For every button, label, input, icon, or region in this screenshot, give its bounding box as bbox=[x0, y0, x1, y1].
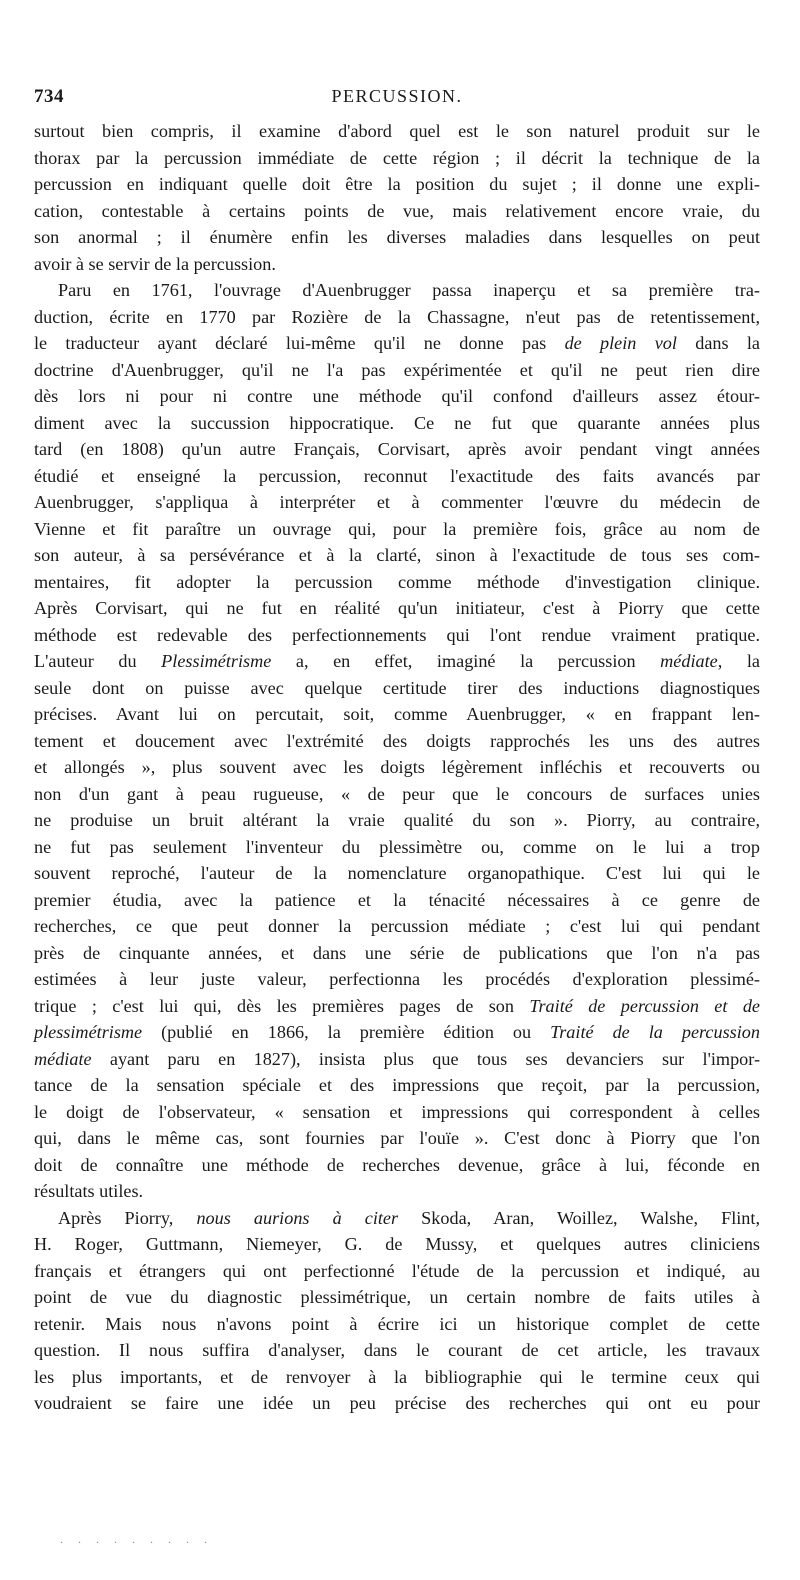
text-line bbox=[34, 436, 760, 463]
text-line bbox=[34, 834, 760, 861]
text-line bbox=[34, 887, 760, 914]
text-segment: son auteur, à sa persévérance et à la clarté, sinon à l'exactitude de tous ses com- bbox=[34, 545, 760, 565]
text-line bbox=[34, 1152, 760, 1179]
text-segment: étudié et enseigné la percussion, reconnut l'exactitude des faits avancés par bbox=[34, 465, 760, 486]
text-segment: diment avec la succussion hippocratique. Ce ne fut que quarante années plus bbox=[34, 412, 760, 433]
text-line bbox=[34, 754, 760, 781]
text-segment: souvent reproché, l'auteur de la nomenclature organopathique. C'est lui qui le bbox=[34, 863, 760, 883]
text-line bbox=[34, 807, 760, 834]
text-segment: question. Il nous suffira d'analyser, dans le courant de cet article, les travaux bbox=[34, 1340, 760, 1360]
text-segment: duction, écrite en 1770 par Rozière de la Chassagne, n'eut pas de retentissement, bbox=[34, 306, 760, 327]
italic-text: médiate bbox=[34, 1048, 92, 1069]
text-line bbox=[34, 1231, 760, 1258]
text-line bbox=[34, 648, 760, 675]
text-line bbox=[34, 1072, 760, 1099]
text-segment: tance de la sensation spéciale et des impressions que reçoit, par la percussion, bbox=[34, 1075, 760, 1095]
text-segment: (publié en 1866, la première édition ou bbox=[142, 1022, 551, 1042]
text-segment: Vienne et fit paraître un ouvrage qui, pour la première fois, grâce au nom de bbox=[34, 518, 760, 539]
text-line bbox=[34, 1046, 760, 1073]
text-segment: Auenbrugger, s'appliqua à interpréter et à commenter l'œuvre du médecin de bbox=[34, 492, 760, 512]
text-segment: tement et doucement avec l'extrémité des doigts rapprochés les uns des autres bbox=[34, 730, 760, 751]
running-head bbox=[34, 86, 760, 114]
text-segment: ayant paru en 1827), insista plus que tous ses devanciers sur l'impor- bbox=[91, 1048, 760, 1069]
text-segment: premier étudia, avec la patience et la ténacité nécessaires à ce genre de bbox=[34, 889, 760, 910]
text-line bbox=[34, 595, 760, 622]
text-segment: cation, contestable à certains points de vue, mais relativement encore vraie, du bbox=[34, 200, 760, 221]
text-line bbox=[34, 1125, 760, 1152]
italic-text: plessimétrisme bbox=[34, 1022, 143, 1042]
text-line bbox=[34, 1099, 760, 1126]
text-segment: qui, dans le même cas, sont fournies par l'ouïe ». C'est donc à Piorry que l'on bbox=[34, 1128, 760, 1148]
text-segment: Après Piorry, bbox=[58, 1207, 197, 1228]
text-segment: doit de connaître une méthode de recherches devenue, grâce à lui, féconde en bbox=[34, 1154, 760, 1175]
text-segment: méthode est redevable des perfectionnements qui l'ont rendue vraiment pratique. bbox=[34, 624, 760, 645]
text-line bbox=[34, 516, 760, 543]
text-line bbox=[34, 622, 760, 649]
text-line bbox=[34, 198, 760, 225]
text-segment: le traducteur ayant déclaré lui-même qu'il ne donne pas bbox=[34, 333, 565, 353]
text-line bbox=[34, 1390, 760, 1417]
text-line bbox=[34, 357, 760, 384]
text-line bbox=[34, 410, 760, 437]
text-line bbox=[34, 1284, 760, 1311]
text-segment: estimées à leur juste valeur, perfectionna les procédés d'exploration plessimé- bbox=[34, 969, 760, 989]
text-segment: les plus importants, et de renvoyer à la bibliographie qui le termine ceux qui bbox=[34, 1366, 760, 1387]
text-segment: a, en effet, imaginé la percussion bbox=[271, 651, 661, 671]
text-line bbox=[34, 675, 760, 702]
text-line bbox=[34, 1205, 760, 1232]
text-segment: ne fut pas seulement l'inventeur du plessimètre ou, comme on le lui a trop bbox=[34, 836, 760, 857]
text-line bbox=[34, 330, 760, 357]
text-line bbox=[34, 1364, 760, 1391]
text-segment: près de cinquante années, et dans une série de publications que l'on n'a pas bbox=[34, 942, 760, 963]
text-segment: et allongés », plus souvent avec les doigts légèrement infléchis et recouverts ou bbox=[34, 757, 760, 777]
text-line bbox=[34, 781, 760, 808]
text-line bbox=[34, 701, 760, 728]
text-line bbox=[34, 304, 760, 331]
page-number: 734 bbox=[34, 86, 64, 107]
text-segment: résultats utiles. bbox=[34, 1181, 144, 1201]
text-line bbox=[34, 1019, 760, 1046]
italic-text: Traité de percussion et de bbox=[529, 995, 760, 1016]
text-line bbox=[34, 913, 760, 940]
text-line bbox=[34, 860, 760, 887]
body-text bbox=[34, 118, 760, 1417]
text-segment: dans la bbox=[676, 333, 760, 353]
text-line bbox=[34, 993, 760, 1020]
text-segment: L'auteur du bbox=[34, 651, 162, 671]
text-segment: le doigt de l'observateur, « sensation et impressions qui correspondent à celles bbox=[34, 1101, 760, 1122]
text-line bbox=[34, 489, 760, 516]
text-segment: retenir. Mais nous n'avons point à écrire ici un historique complet de cette bbox=[34, 1313, 760, 1334]
text-segment: voudraient se faire une idée un peu précise des recherches qui ont eu pour bbox=[34, 1393, 760, 1413]
italic-text: nous aurions à citer bbox=[196, 1207, 399, 1228]
italic-text: de plein vol bbox=[564, 333, 677, 353]
text-line bbox=[34, 145, 760, 172]
text-line bbox=[34, 728, 760, 755]
text-line bbox=[34, 224, 760, 251]
text-segment: H. Roger, Guttmann, Niemeyer, G. de Mussy, et quelques autres cliniciens bbox=[34, 1234, 760, 1254]
text-segment: percussion en indiquant quelle doit être la position du sujet ; il donne une expli- bbox=[34, 174, 760, 194]
text-segment: seule dont on puisse avec quelque certitude tirer des inductions diagnostiques bbox=[34, 677, 760, 698]
text-line bbox=[34, 966, 760, 993]
text-segment: tard (en 1808) qu'un autre Français, Corvisart, après avoir pendant vingt années bbox=[34, 439, 760, 459]
text-line bbox=[34, 171, 760, 198]
text-line bbox=[34, 1258, 760, 1285]
italic-text: Traité de la percussion bbox=[550, 1022, 760, 1042]
text-line bbox=[34, 1178, 760, 1205]
text-segment: doctrine d'Auenbrugger, qu'il ne l'a pas expérimentée et qu'il ne peut rien dire bbox=[34, 359, 760, 380]
text-line bbox=[34, 277, 760, 304]
text-line bbox=[34, 569, 760, 596]
text-line bbox=[34, 118, 760, 145]
italic-text: médiate bbox=[660, 651, 718, 671]
text-line bbox=[34, 1311, 760, 1338]
text-segment: avoir à se servir de la percussion. bbox=[34, 253, 276, 274]
footer-print-marks: . . . . . . . . . bbox=[60, 1532, 213, 1546]
text-line bbox=[34, 940, 760, 967]
text-segment: Skoda, Aran, Woillez, Walshe, Flint, bbox=[398, 1207, 760, 1228]
text-line bbox=[34, 542, 760, 569]
text-segment: Après Corvisart, qui ne fut en réalité qu'un initiateur, c'est à Piorry que cette bbox=[34, 598, 760, 618]
text-segment: non d'un gant à peau rugueuse, « de peur que le concours de surfaces unies bbox=[34, 783, 760, 804]
text-segment: thorax par la percussion immédiate de cette région ; il décrit la technique de la bbox=[34, 147, 760, 168]
text-line bbox=[34, 251, 760, 278]
running-title: PERCUSSION. bbox=[331, 86, 463, 106]
text-segment: Paru en 1761, l'ouvrage d'Auenbrugger passa inaperçu et sa première tra- bbox=[58, 280, 760, 300]
text-segment: , la bbox=[717, 651, 760, 671]
text-segment: français et étrangers qui ont perfectionné l'étude de la percussion et indiqué, au bbox=[34, 1260, 760, 1281]
text-segment: trique ; c'est lui qui, dès les premières pages de son bbox=[34, 995, 530, 1016]
text-line bbox=[34, 383, 760, 410]
text-segment: son anormal ; il énumère enfin les diverses maladies dans lesquelles on peut bbox=[34, 227, 760, 247]
text-line bbox=[34, 463, 760, 490]
text-segment: dès lors ni pour ni contre une méthode qu'il confond d'ailleurs assez étour- bbox=[34, 386, 760, 406]
text-segment: précises. Avant lui on percutait, soit, comme Auenbrugger, « en frappant len- bbox=[34, 704, 760, 724]
text-segment: surtout bien compris, il examine d'abord quel est le son naturel produit sur le bbox=[34, 121, 760, 141]
text-segment: mentaires, fit adopter la percussion comme méthode d'investigation clinique. bbox=[34, 571, 760, 592]
text-segment: ne produise un bruit altérant la vraie qualité du son ». Piorry, au contraire, bbox=[34, 810, 760, 830]
text-line bbox=[34, 1337, 760, 1364]
italic-text: Plessimétrisme bbox=[161, 651, 272, 671]
text-segment: point de vue du diagnostic plessimétrique, un certain nombre de faits utiles à bbox=[34, 1287, 760, 1307]
text-segment: recherches, ce que peut donner la percussion médiate ; c'est lui qui pendant bbox=[34, 916, 760, 936]
